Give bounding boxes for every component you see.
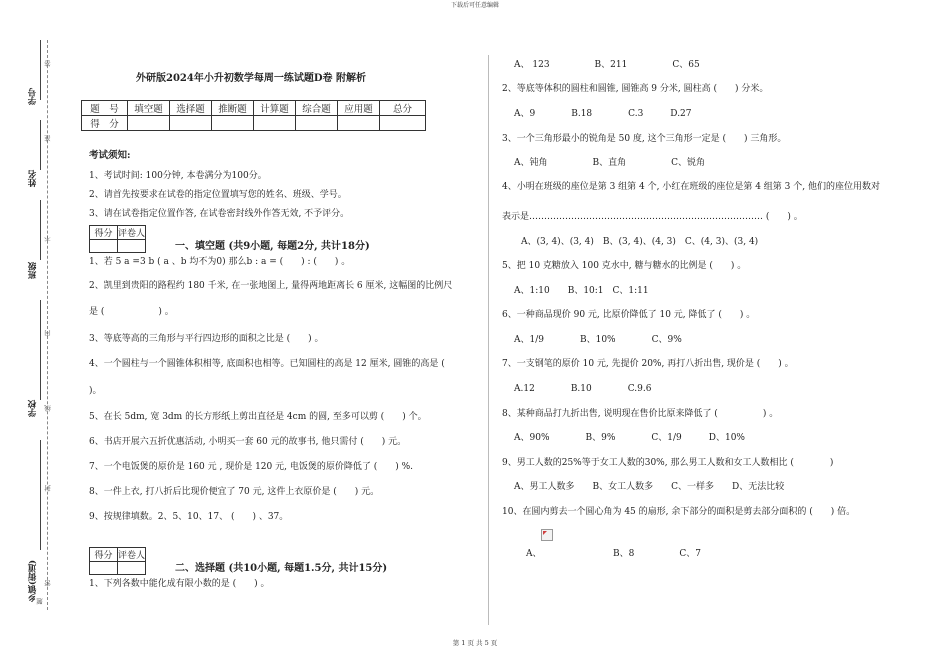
choice-question: 8、某种商品打九折出售, 说明现在售价比原来降低了 ( ) 。 [502,409,779,419]
score-cell[interactable] [380,116,426,131]
score-cell[interactable] [338,116,380,131]
notice-item: 3、请在试卷指定位置作答, 在试卷密封线外作答无效, 不予评分。 [89,209,350,219]
choice-question: 6、一种商品现价 90 元, 比原价降低了 10 元, 降低了 ( ) 。 [502,310,756,320]
label-class: 班级 [28,262,38,279]
score-cell[interactable] [128,116,170,131]
school-line [40,300,41,400]
choice-question: 4、小明在班级的座位是第 3 组第 4 个, 小红在班级的座位是第 4 组第 3 个, 他们的座位用数对 [502,182,880,192]
fill-question: 3、等底等高的三角形与平行四边形的面积之比是 ( ) 。 [89,334,324,344]
grader-score-cell[interactable] [90,240,118,253]
label-name: 姓名 [28,170,38,187]
notice-item: 2、请首先按要求在试卷的指定位置填写您的姓名、班级、学号。 [89,190,347,200]
broken-image-icon [541,529,553,541]
section1-title: 一、填空题 (共9小题, 每题2分, 共计18分) [175,241,370,252]
score-header-cell: 应用题 [338,101,380,116]
grader-score-label: 得分 [90,226,118,240]
score-header-cell: 题 号 [82,101,128,116]
label-student-id: 学号 [28,88,38,105]
student-id-line [40,40,41,100]
choice-options: A、1:10 B、10:1 C、1:11 [514,286,649,296]
fill-question: 6、书店开展六五折优惠活动, 小明买一套 60 元的故事书, 他只需付 ( ) 元。 [89,437,407,447]
score-header-cell: 计算题 [254,101,296,116]
score-header-cell: 综合题 [296,101,338,116]
fill-question-cont: 是 ( ) 。 [89,307,174,317]
choice-options: A、1/9 B、10% C、9% [514,335,682,345]
score-cell[interactable] [170,116,212,131]
grader-score-cell[interactable] [90,562,118,575]
township-line [40,440,41,550]
grader-name-label: 评卷人 [118,226,146,240]
grader-name-label: 评卷人 [118,548,146,562]
section2-title: 二、选择题 (共10小题, 每题1.5分, 共计15分) [175,563,388,574]
fill-question: 2、凯里到贵阳的路程约 180 千米, 在一张地图上, 量得两地距离长 6 厘米, 这幅图的比例尺 [89,281,453,291]
notice-title: 考试须知: [89,150,131,161]
choice-question: 5、把 10 克糖放入 100 克水中, 糖与糖水的比例是 ( ) 。 [502,261,747,271]
grader-box-section2 [89,547,146,575]
page-number: 第 1 页 共 5 页 [452,639,498,647]
seal-char-feng: 封 [44,485,52,492]
label-township: 乡镇(街道) [28,560,38,603]
header-note: 下载后可任意编辑 [450,2,499,9]
fill-question: 1、若 5 a =3 b ( a 、b 均不为0) 那么b : a = ( ) : ( ) 。 [89,257,351,267]
page-title: 外研版2024年小升初数学每周一练试题D卷 附解析 [136,73,366,84]
choice-options: A、 123 B、211 C、65 [514,60,700,70]
fill-question: 7、一个电饭煲的原价是 160 元 , 现价是 120 元, 电饭煲的原价降低了 ( ) %. [89,462,413,472]
choice-options: A.12 B.10 C.9.6 [514,384,652,394]
fill-question: 5、在长 5dm, 宽 3dm 的长方形纸上剪出直径是 4cm 的圆, 至多可以剪 ( ) 个。 [89,412,427,422]
choice-question-cont: 表示是…………………………………………………………………… ( ) 。 [502,212,803,222]
seal-char-xian: 线 [44,405,52,412]
choice-options: A、钝角 B、直角 C、锐角 [514,158,706,168]
fill-question: 4、一个圆柱与一个圆锥体积相等, 底面积也相等。已知圆柱的高是 12 厘米, 圆锥的高是 ( [89,359,445,369]
grader-box-section1 [89,225,146,253]
choice-question: 9、男工人数的25%等于女工人数的30%, 那么男工人数和女工人数相比 ( ) [502,458,834,468]
choice-question: 10、在圆内剪去一个圆心角为 45 的扇形, 余下部分的面积是剪去部分面积的 ( ) 倍。 [502,507,856,517]
score-cell[interactable] [212,116,254,131]
column-divider [488,55,489,625]
grader-name-cell[interactable] [118,240,146,253]
grader-score-label: 得分 [90,548,118,562]
score-table-score-row [82,116,426,131]
score-row-label: 得 分 [82,116,128,131]
seal-char-ti: 题 [36,598,44,605]
fill-question: 8、一件上衣, 打八折后比现价便宜了 70 元, 这件上衣原价是 ( ) 元。 [89,487,380,497]
fill-question-cont: )。 [89,386,102,396]
choice-options: B、8 C、7 [613,549,701,559]
choice-question: 3、一个三角形最小的锐角是 50 度, 这个三角形一定是 ( ) 三角形。 [502,134,787,144]
score-table [81,100,426,131]
label-school: 学校 [28,400,38,417]
score-cell[interactable] [254,116,296,131]
choice-options: A、(3, 4)、(3, 4) B、(3, 4)、(4, 3) C、(4, 3)、(3, 4) [521,237,759,247]
choice-options: A、男工人数多 B、女工人数多 C、一样多 D、无法比较 [514,482,785,492]
name-line [40,120,41,170]
class-line [40,200,41,260]
choice-question: 2、等底等体积的圆柱和圆锥, 圆锥高 9 分米, 圆柱高 ( ) 分米。 [502,84,769,94]
seal-char-zhun: 准 [44,135,52,142]
score-header-cell: 填空题 [128,101,170,116]
notice-item: 1、考试时间: 100分钟, 本卷满分为100分。 [89,171,267,181]
choice-options: A、9 B.18 C.3 D.27 [514,109,692,119]
score-header-cell: 推断题 [212,101,254,116]
choice-question: 1、下列各数中能化成有限小数的是 ( ) 。 [89,579,270,589]
score-header-cell: 选择题 [170,101,212,116]
seal-char-mi: 密 [44,580,52,587]
fill-question: 9、按规律填数。2、5、10、17、 ( ) 、37。 [89,512,289,522]
grader-name-cell[interactable] [118,562,146,575]
choice-question: 7、一支钢笔的原价 10 元, 先提价 20%, 再打八折出售, 现价是 ( ) 。 [502,359,794,369]
choice-option-a: A、 [526,549,542,559]
score-table-header-row [82,101,426,116]
seal-char-bu: 不 [44,235,52,242]
seal-char-nei: 内 [44,330,52,337]
seal-char-da: 答 [44,60,52,67]
score-cell[interactable] [296,116,338,131]
seal-dashed-line [47,40,48,610]
score-header-cell: 总分 [380,101,426,116]
choice-options: A、90% B、9% C、1/9 D、10% [514,433,745,443]
